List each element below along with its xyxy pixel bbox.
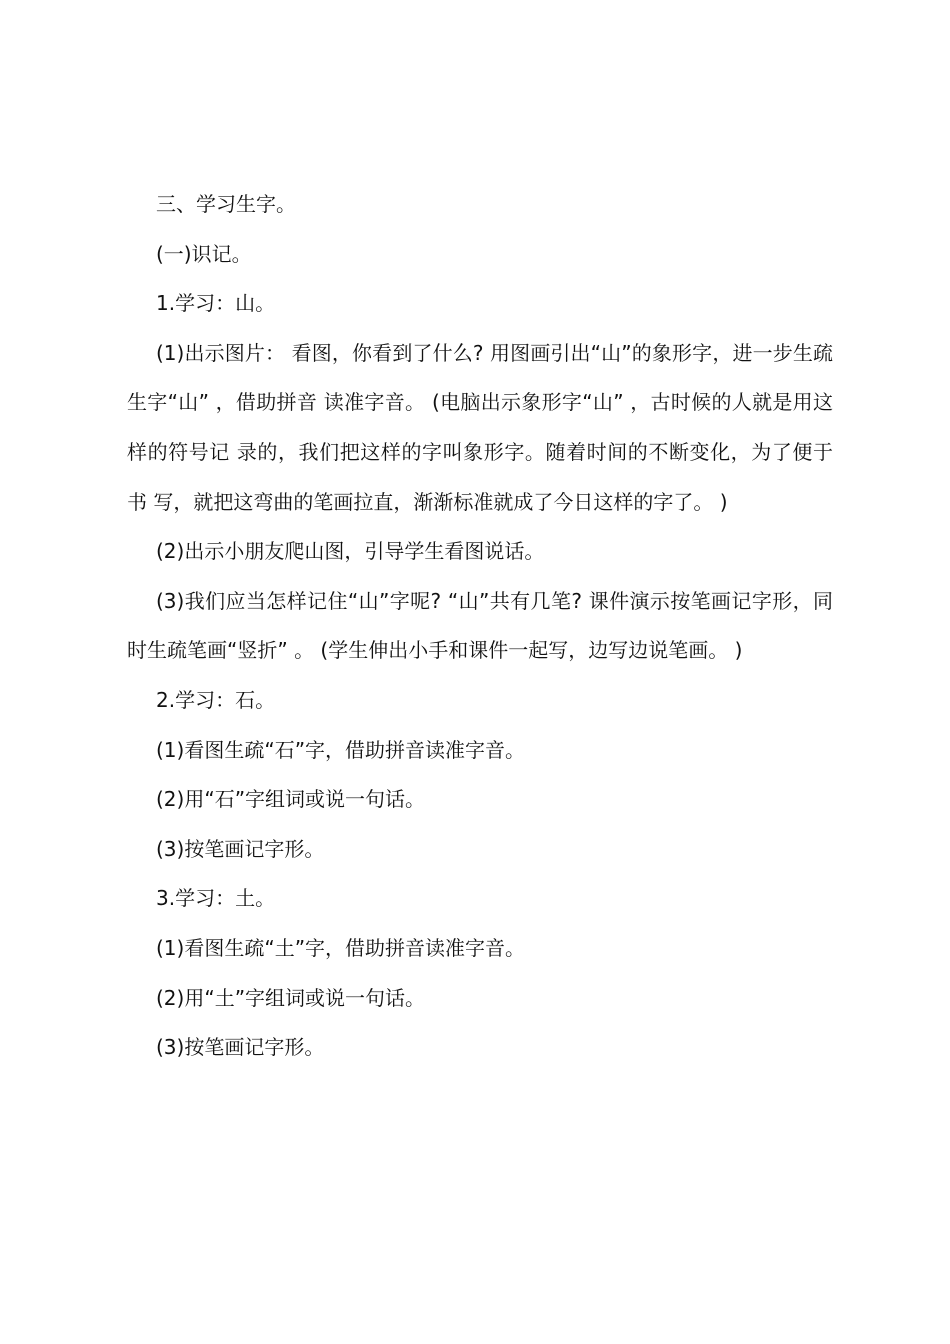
paragraph-tu-picture: (1)看图生疏“土”字，借助拼音读准字音。 <box>156 935 526 960</box>
paragraph-shi-words: (2)用“石”字组词或说一句话。 <box>156 787 426 812</box>
paragraph-tu-strokes: (3)按笔画记字形。 <box>156 1035 325 1060</box>
paragraph-shan-strokes: (3)我们应当怎样记住“山”字呢? “山”共有几笔? 课件演示按笔画记字形，同时生疏笔画“竖折” 。 (学生伸出小手和课件一起写，边写边说笔画。 ) <box>127 588 833 663</box>
paragraph-shan-picture: (1)出示图片： 看图，你看到了什么? 用图画引出“山”的象形字，进一步生疏生字“山” ，借助拼音 读准字音。 (电脑出示象形字“山” ，古时候的人就是用这样的符号记 录的，我们把这样的字叫象形字。随着时间的不断变化，为了便于书 写，就把这弯曲的笔画拉直，渐渐标准就成了今日这样的字了。 ) <box>127 340 833 514</box>
lesson-heading-tu: 3.学习：土。 <box>156 886 276 911</box>
lesson-heading-shi: 2.学习：石。 <box>156 687 276 712</box>
section-heading: 三、学习生字。 <box>156 192 296 216</box>
document-body <box>127 180 833 1073</box>
paragraph-shi-strokes: (3)按笔画记字形。 <box>156 836 325 861</box>
paragraph-tu-words: (2)用“土”字组词或说一句话。 <box>156 985 426 1010</box>
paragraph-shan-climbing: (2)出示小朋友爬山图，引导学生看图说话。 <box>156 539 545 564</box>
lesson-heading-shan: 1.学习：山。 <box>156 291 276 316</box>
subsection-heading: (一)识记。 <box>156 241 252 266</box>
paragraph-shi-picture: (1)看图生疏“石”字，借助拼音读准字音。 <box>156 737 526 762</box>
